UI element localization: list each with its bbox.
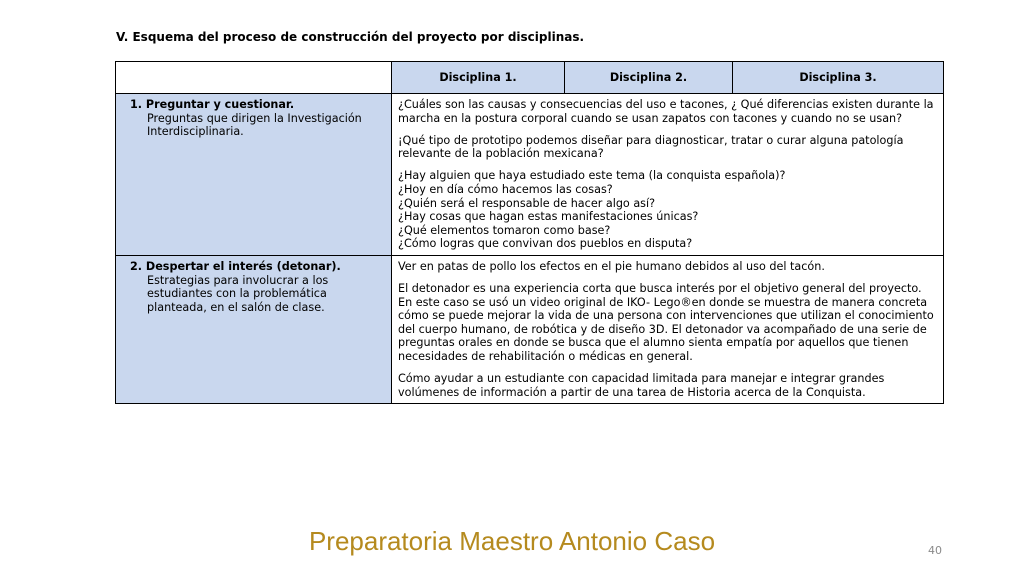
column-header-discipline-3: Disciplina 3.: [733, 62, 944, 94]
row-content-cell: [392, 94, 944, 256]
table-row-preguntar: [116, 94, 944, 256]
content-paragraph: Ver en patas de pollo los efectos en el pie humano debidos al uso del tacón.: [398, 259, 825, 273]
table-header-row: [116, 62, 944, 94]
header-empty-cell: [116, 62, 392, 94]
content-paragraph: ¿Cuáles son las causas y consecuencias del uso e tacones, ¿ Qué diferencias existen durante la marcha en la postura corporal cuando se usan zapatos con tacones y cuando no se usan?: [398, 98, 934, 125]
column-header-discipline-1: Disciplina 1.: [392, 62, 565, 94]
row-label-cell: [116, 94, 392, 256]
content-question-list: ¿Hay alguien que haya estudiado este tema (la conquista española)? ¿Hoy en día cómo hacemos las cosas? ¿Quién será el responsable de hacer algo así? ¿Hay cosas que hagan estas manifestaciones únicas? ¿Qué elementos tomaron como base? ¿Cómo logras que convivan dos pueblos en disputa?: [398, 169, 786, 251]
row-description: Estrategias para involucrar a los estudiantes con la problemática planteada, en el salón de clase.: [147, 273, 329, 314]
content-paragraph: Cómo ayudar a un estudiante con capacidad limitada para manejar e integrar grandes volúmenes de información a partir de una tarea de Historia acerca de la Conquista.: [398, 372, 885, 399]
page-number: 40: [928, 544, 942, 557]
row-label-cell: [116, 255, 392, 403]
row-title: 1. Preguntar y cuestionar.: [130, 98, 295, 111]
footer-school-name: Preparatoria Maestro Antonio Caso: [308, 526, 716, 556]
row-description: Preguntas que dirigen la Investigación Interdisciplinaria.: [147, 111, 362, 139]
discipline-scheme-table: [115, 61, 944, 404]
table-row-despertar: [116, 255, 944, 403]
content-paragraph: ¡Qué tipo de prototipo podemos diseñar para diagnosticar, tratar o curar alguna patología relevante de la población mexicana?: [398, 133, 904, 161]
column-header-discipline-2: Disciplina 2.: [565, 62, 733, 94]
row-content-cell: [392, 255, 944, 403]
slide-heading: V. Esquema del proceso de construcción del proyecto por disciplinas.: [116, 30, 585, 44]
row-title: 2. Despertar el interés (detonar).: [130, 259, 341, 273]
content-paragraph: El detonador es una experiencia corta que busca interés por el objetivo general del proyecto. En este caso se usó un video original de IKO- Lego®en donde se muestra de manera concreta cómo se puede mejorar la vida de una persona con intervenciones que utilizan el conocimiento del cuerpo humano, de robótica y de diseño 3D. El detonador va acompañado de una serie de preguntas orales en donde se busca que el alumno sienta empatía por aquellos que tienen necesidades de rehabilitación o médicas en general.: [398, 282, 934, 363]
